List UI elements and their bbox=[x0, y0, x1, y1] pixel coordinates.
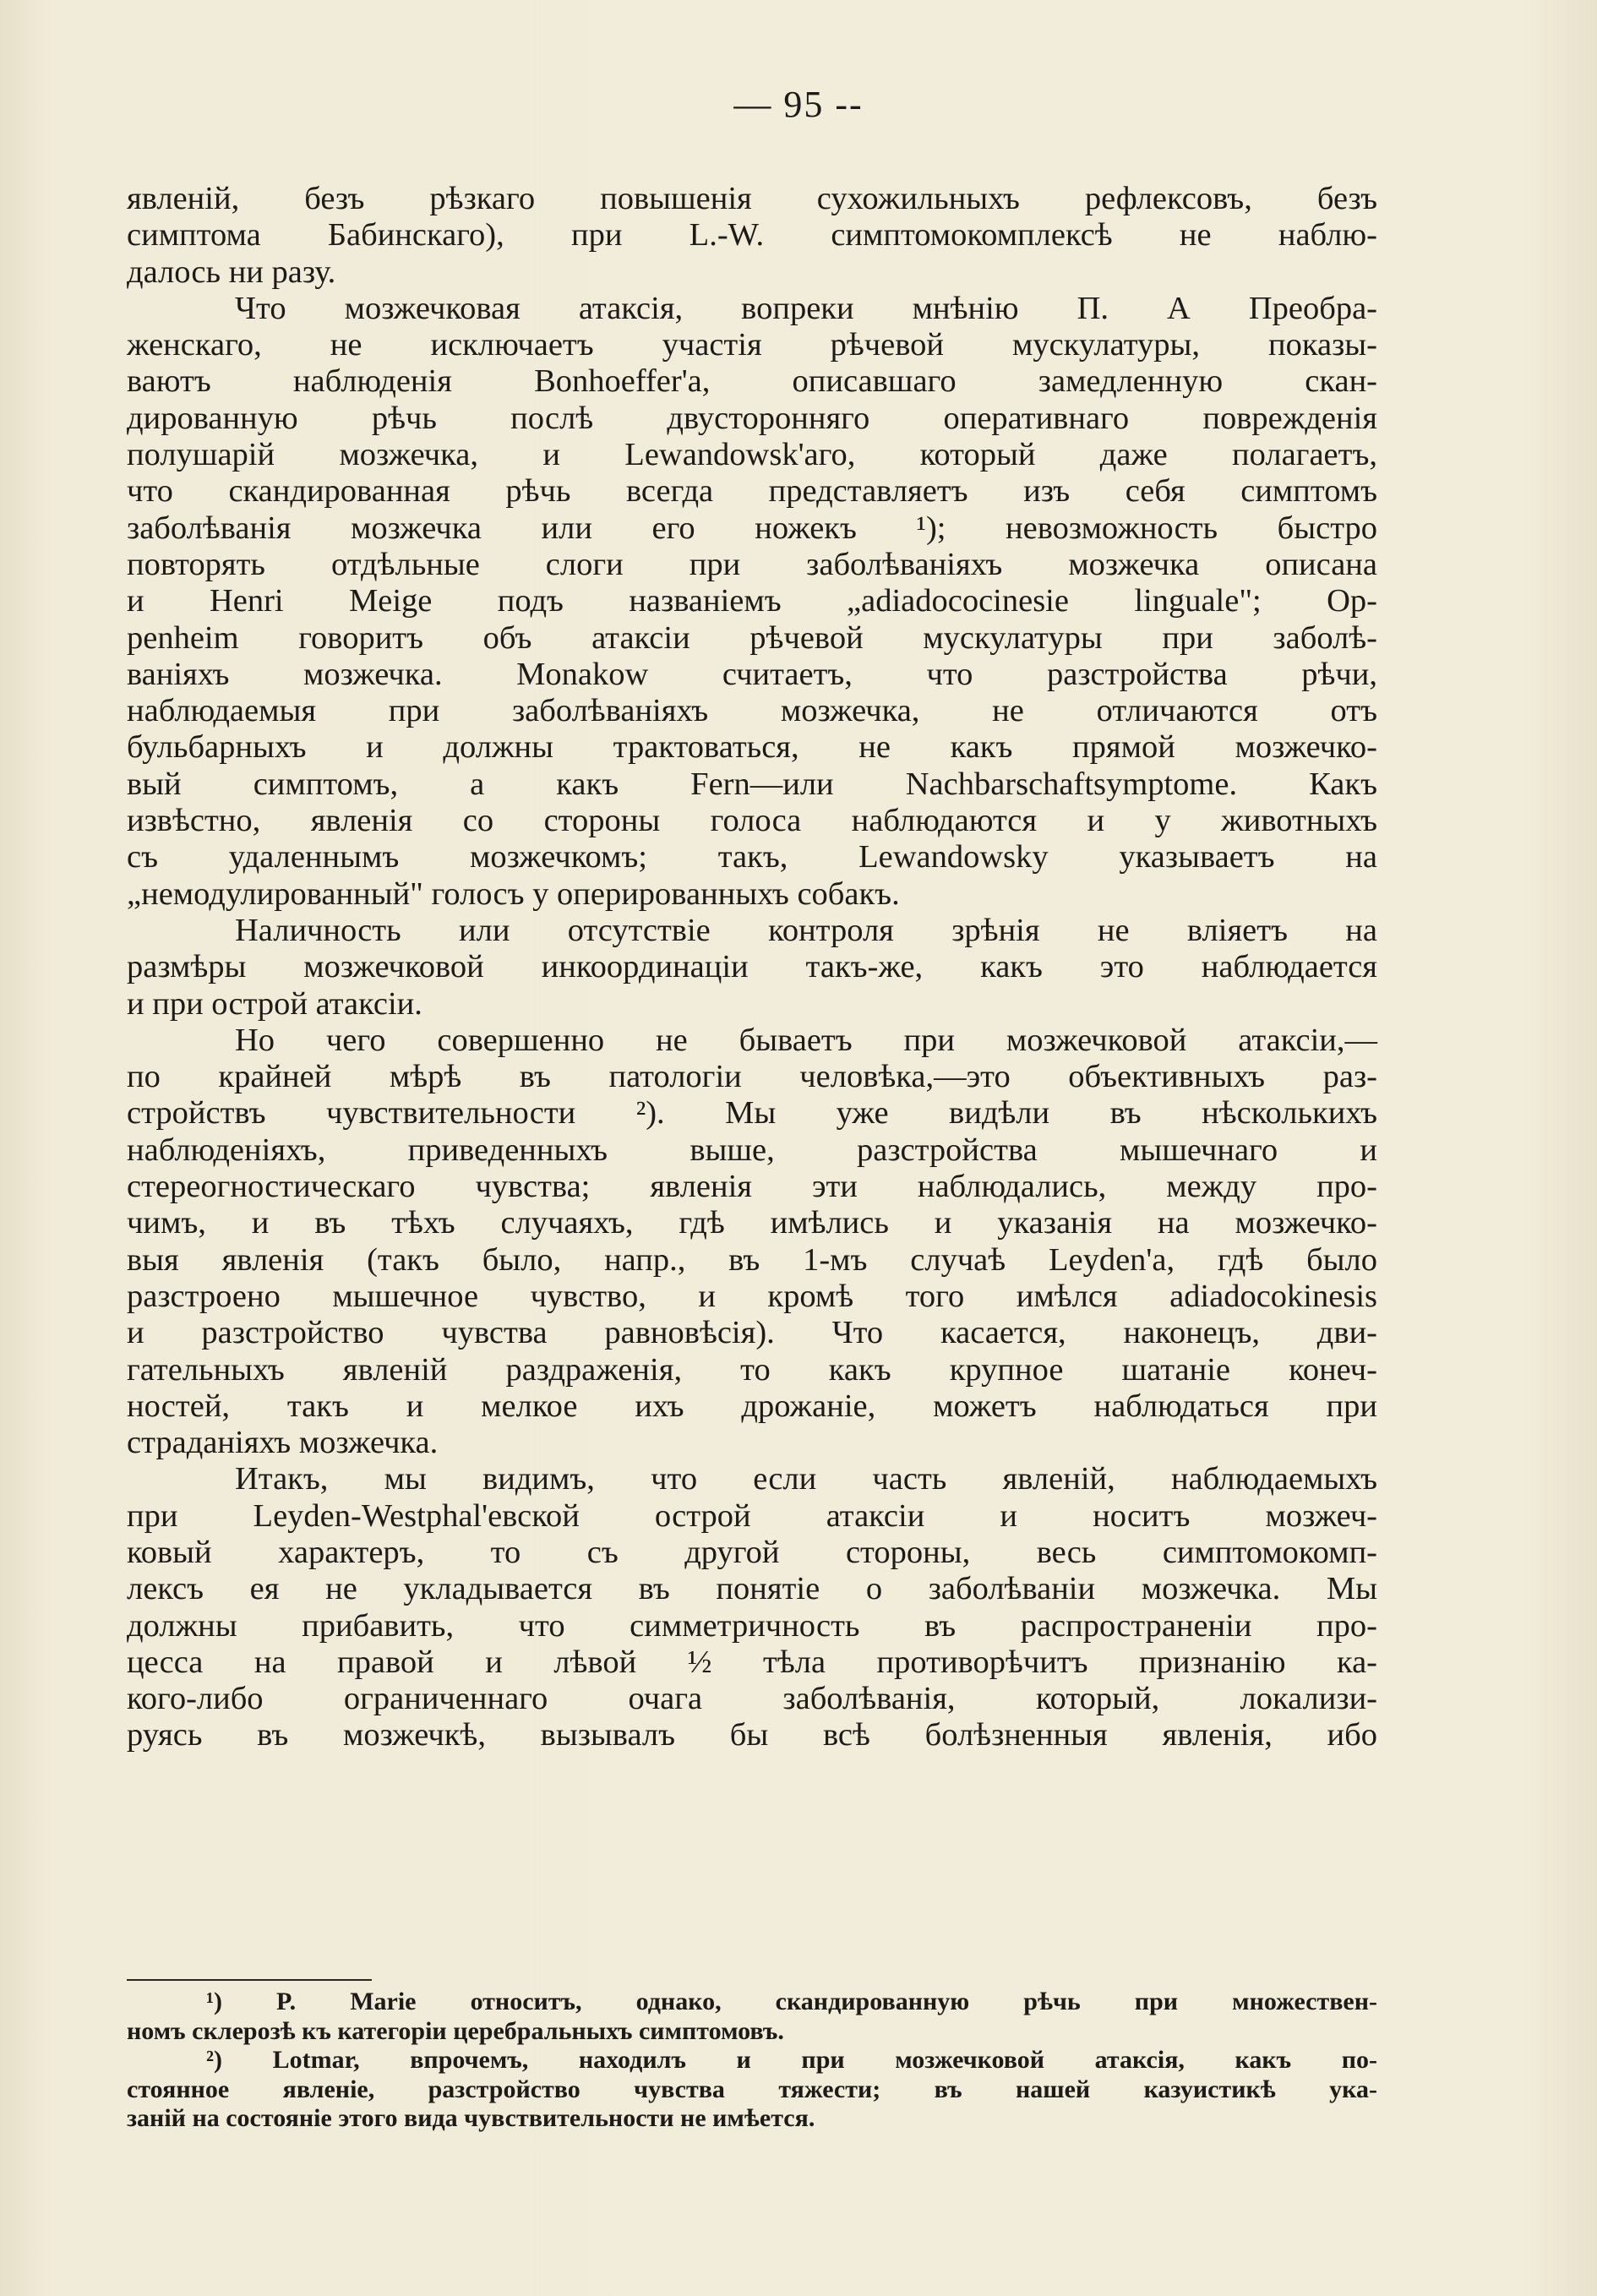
text-line: и Henri Meige подъ названіемъ „adiadococinesie linguale"; Op- bbox=[127, 583, 1377, 619]
text-line: размѣры мозжечковой инкоординаціи такъ-же, какъ это наблюдается bbox=[127, 949, 1377, 985]
paragraph-3 bbox=[127, 913, 1377, 1023]
text-line: ковый характеръ, то съ другой стороны, весь симптомокомп- bbox=[127, 1534, 1377, 1570]
text-line: дированную рѣчь послѣ двусторонняго оперативнаго поврежденія bbox=[127, 400, 1377, 436]
text-line: стереогностическаго чувства; явленія эти наблюдались, между про- bbox=[127, 1169, 1377, 1205]
text-line: бульбарныхъ и должны трактоваться, не какъ прямой мозжечко- bbox=[127, 729, 1377, 766]
text-line: наблюденіяхъ, приведенныхъ выше, разстройства мышечнаго и bbox=[127, 1132, 1377, 1168]
text-line: женскаго, не исключаетъ участія рѣчевой мускулатуры, показы- bbox=[127, 327, 1377, 363]
text-line: Но чего совершенно не бываетъ при мозжечковой атаксіи,— bbox=[235, 1022, 1377, 1058]
paragraph-5 bbox=[127, 1461, 1377, 1753]
text-line: лексъ ея не укладывается въ понятіе о заболѣваніи мозжечка. Мы bbox=[127, 1571, 1377, 1607]
text-line: и разстройство чувства равновѣсія). Что касается, наконецъ, дви- bbox=[127, 1315, 1377, 1351]
main-text bbox=[127, 181, 1377, 1754]
text-line: при Leyden-Westphal'евской острой атаксіи и носитъ мозжеч- bbox=[127, 1497, 1377, 1534]
footnote-line: номъ склерозѣ къ категоріи церебральныхъ симптомовъ. bbox=[127, 2016, 784, 2045]
footnote-line: ²) Lotmar, впрочемъ, находилъ и при мозжечковой атаксія, какъ по- bbox=[206, 2046, 1377, 2074]
text-line: съ удаленнымъ мозжечкомъ; такъ, Lewandowsky указываетъ на bbox=[127, 839, 1377, 875]
footnote-line: заній на состояніе этого вида чувствительности не имѣется. bbox=[127, 2104, 815, 2132]
text-line: наблюдаемыя при заболѣваніяхъ мозжечка, не отличаются отъ bbox=[127, 693, 1377, 729]
text-line: заболѣванія мозжечка или его ножекъ ¹); невозможность быстро bbox=[127, 510, 1377, 546]
text-line: что скандированная рѣчь всегда представляетъ изъ себя симптомъ bbox=[127, 473, 1377, 510]
text-line: чимъ, и въ тѣхъ случаяхъ, гдѣ имѣлись и указанія на мозжечко- bbox=[127, 1205, 1377, 1241]
text-line: и при острой атаксіи. bbox=[127, 985, 422, 1022]
text-line: стройствъ чувствительности ²). Мы уже видѣли въ нѣсколькихъ bbox=[127, 1095, 1377, 1132]
page-number: — 95 -- bbox=[733, 84, 864, 125]
footnote-line: стоянное явленіе, разстройство чувства тяжести; въ нашей казуистикѣ ука- bbox=[127, 2075, 1377, 2103]
text-line: кого-либо ограниченнаго очага заболѣванія, который, локализи- bbox=[127, 1681, 1377, 1717]
text-line: Наличность или отсутствіе контроля зрѣнія не вліяетъ на bbox=[235, 912, 1377, 948]
footnote-line: ¹) P. Marie относитъ, однако, скандированную рѣчь при множествен- bbox=[206, 1988, 1377, 2015]
text-line: penheim говоритъ объ атаксіи рѣчевой мускулатуры при заболѣ- bbox=[127, 619, 1377, 656]
text-line: выя явленія (такъ было, напр., въ 1-мъ случаѣ Leyden'а, гдѣ было bbox=[127, 1241, 1377, 1278]
text-line: руясь въ мозжечкѣ, вызывалъ бы всѣ болѣзненныя явленія, ибо bbox=[127, 1717, 1377, 1753]
text-line: ваютъ наблюденія Bonhoeffer'а, описавшаго замедленную скан- bbox=[127, 363, 1377, 400]
text-line: вый симптомъ, а какъ Fern—или Nachbarschaftsymptome. Какъ bbox=[127, 766, 1377, 802]
text-line: повторять отдѣльные слоги при заболѣваніяхъ мозжечка описана bbox=[127, 546, 1377, 582]
paragraph-4 bbox=[127, 1023, 1377, 1462]
footnote-1 bbox=[127, 1988, 1377, 2046]
footnote-2 bbox=[127, 2046, 1377, 2134]
text-line: Итакъ, мы видимъ, что если часть явленій, наблюдаемыхъ bbox=[235, 1461, 1377, 1497]
paragraph-2 bbox=[127, 291, 1377, 913]
text-line: разстроено мышечное чувство, и кромѣ того имѣлся adiadocokinesis bbox=[127, 1278, 1377, 1314]
text-line: страданіяхъ мозжечка. bbox=[127, 1425, 439, 1461]
text-line: „немодулированный" голосъ у оперированныхъ собакъ. bbox=[127, 875, 900, 912]
text-line: Что мозжечковая атаксія, вопреки мнѣнію П. А Преобра- bbox=[235, 290, 1377, 326]
text-line: явленій, безъ рѣзкаго повышенія сухожильныхъ рефлексовъ, безъ bbox=[127, 181, 1377, 216]
paragraph-1 bbox=[127, 181, 1377, 291]
text-line: цесса на правой и лѣвой ½ тѣла противорѣчитъ признанію ка- bbox=[127, 1644, 1377, 1680]
text-line: симптома Бабинскаго), при L.-W. симптомокомплексѣ не наблю- bbox=[127, 217, 1377, 254]
text-line: далось ни разу. bbox=[127, 254, 336, 290]
text-line: ностей, такъ и мелкое ихъ дрожаніе, можетъ наблюдаться при bbox=[127, 1388, 1377, 1424]
text-line: по крайней мѣрѣ въ патологіи человѣка,—это объективныхъ раз- bbox=[127, 1059, 1377, 1095]
text-line: гательныхъ явленій раздраженія, то какъ крупное шатаніе конеч- bbox=[127, 1351, 1377, 1388]
text-line: извѣстно, явленія со стороны голоса наблюдаются и у животныхъ bbox=[127, 803, 1377, 839]
footnotes bbox=[127, 1988, 1377, 2134]
text-line: должны прибавить, что симметричность въ распространеніи про- bbox=[127, 1607, 1377, 1644]
footnote-divider bbox=[127, 1979, 372, 1981]
text-line: ваніяхъ мозжечка. Monakow считаетъ, что разстройства рѣчи, bbox=[127, 656, 1377, 692]
text-line: полушарій мозжечка, и Lewandowsk'аго, который даже полагаетъ, bbox=[127, 437, 1377, 473]
